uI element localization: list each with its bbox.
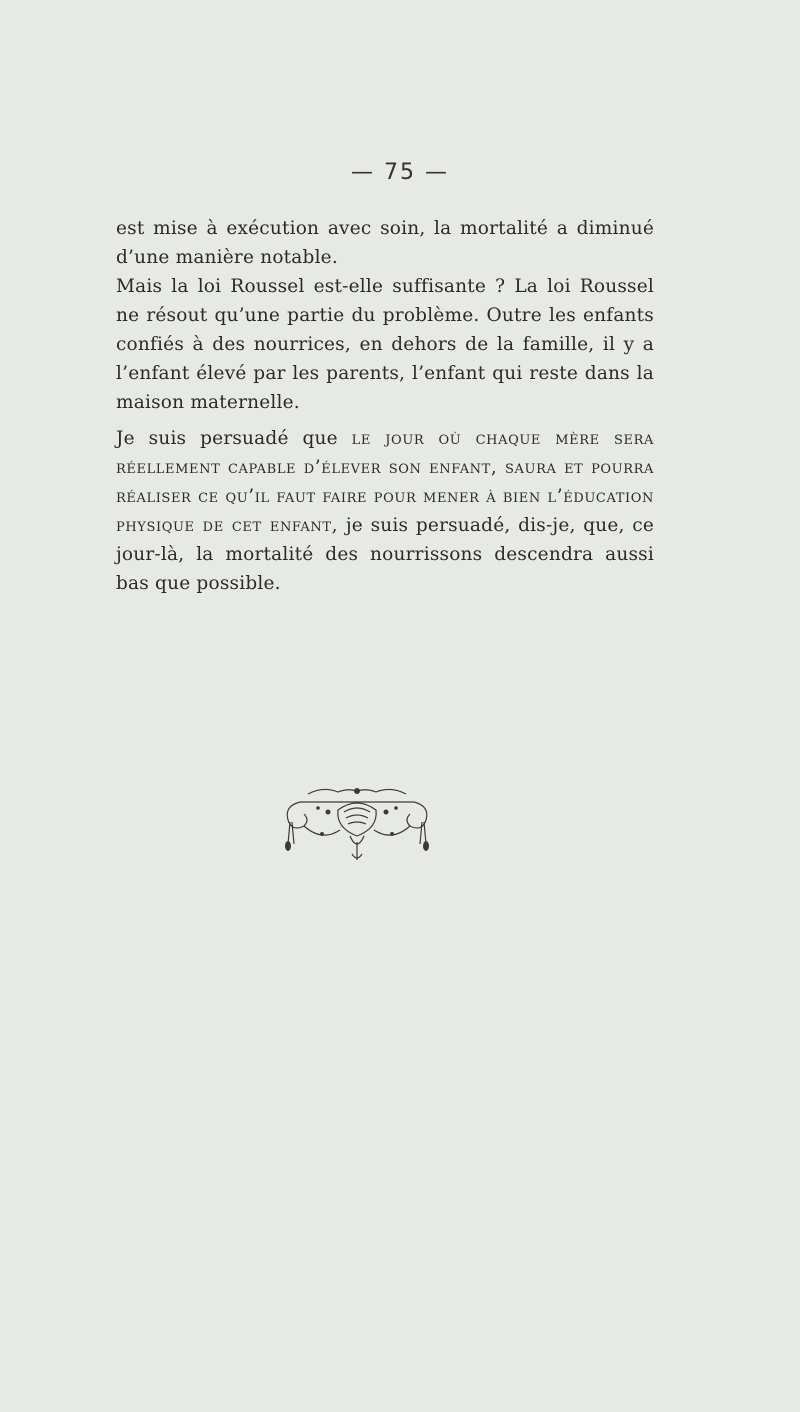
paragraph-2: Mais la loi Roussel est-elle suffisante ? La loi Roussel ne résout qu’une partie du problème. Outre les enfants confiés à des nourrices, en dehors de la famille, il y a l’enfant élevé par les parents, l’enfant qui reste dans la maison maternelle. xyxy=(116,276,654,413)
body-text-top xyxy=(116,214,654,417)
paragraph-3-tail: je suis persuadé, dis-je, que, ce jour-là, la mortalité des nourrissons descendra aussi bas que possible. xyxy=(116,515,655,594)
paragraph-1: est mise à exécution avec soin, la mortalité a diminué d’une manière notable. xyxy=(116,218,654,268)
paragraph-3-smallcaps: le jour où chaque mère sera réellement capable d’élever son enfant, saura et pourra réaliser ce qu’il faut faire pour mener à bien l’éducation physique de cet enfant, xyxy=(116,428,654,536)
paragraph-3-lead: Je suis persuadé que xyxy=(116,428,352,449)
paragraph-3 xyxy=(116,424,654,598)
decorative-vignette-icon xyxy=(278,782,436,864)
page-number: — 75 — xyxy=(351,160,449,185)
body-text-bottom xyxy=(116,424,654,598)
